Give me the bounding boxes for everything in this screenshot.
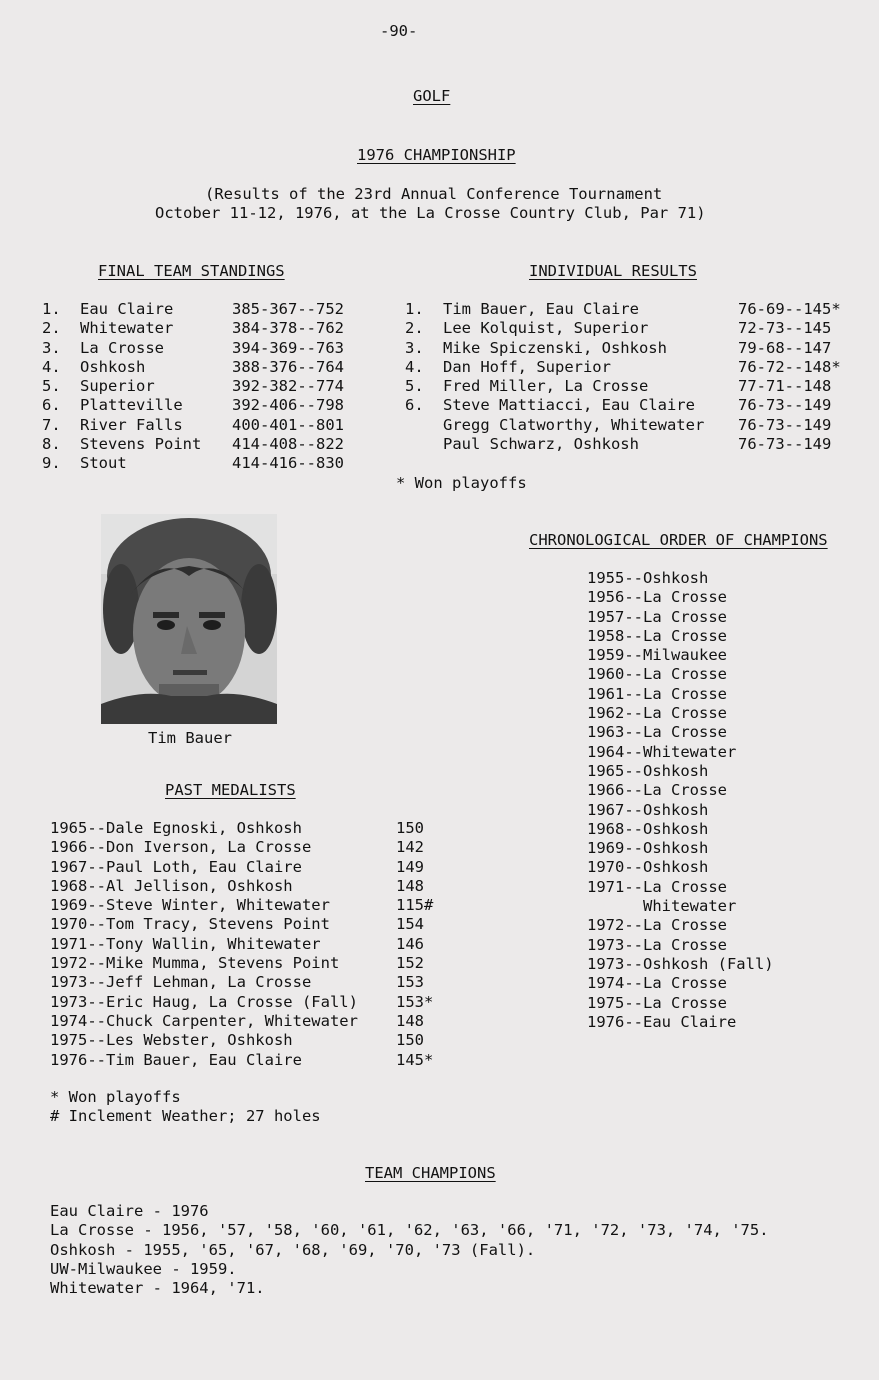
- individual-place: 3.: [405, 338, 424, 357]
- champion-year-row: 1969--Oshkosh: [587, 839, 709, 858]
- portrait-image: [101, 514, 277, 724]
- chronological-heading: CHRONOLOGICAL ORDER OF CHAMPIONS: [529, 531, 828, 549]
- individual-score: 76-73--149: [738, 396, 832, 415]
- standings-place: 3.: [42, 338, 61, 357]
- medalist-score: 150: [396, 1031, 424, 1050]
- standings-place: 6.: [42, 396, 61, 415]
- medalist-entry: 1972--Mike Mumma, Stevens Point: [50, 954, 340, 973]
- individual-place: 1.: [405, 300, 424, 318]
- medalist-entry: 1975--Les Webster, Oshkosh: [50, 1031, 293, 1050]
- standings-score: 388-376--764: [232, 357, 344, 376]
- individual-score: 76-73--149: [738, 415, 832, 434]
- champion-year-row: 1968--Oshkosh: [587, 819, 709, 838]
- individual-score: 77-71--148: [738, 377, 832, 396]
- photo-caption: Tim Bauer: [148, 729, 232, 747]
- championship-heading: 1976 CHAMPIONSHIP: [357, 146, 516, 164]
- standings-team: La Crosse: [80, 338, 164, 357]
- medalist-score: 152: [396, 954, 424, 973]
- champion-year-row: 1966--La Crosse: [587, 781, 727, 800]
- standings-score: 400-401--801: [232, 415, 344, 434]
- standings-team: Oshkosh: [80, 357, 146, 376]
- team-standings-heading: FINAL TEAM STANDINGS: [98, 262, 285, 280]
- standings-score: 392-382--774: [232, 377, 344, 396]
- standings-score: 385-367--752: [232, 300, 344, 318]
- player-photo: [101, 514, 277, 724]
- standings-place: 8.: [42, 435, 61, 454]
- champion-year-row: 1957--La Crosse: [587, 607, 727, 626]
- medalist-entry: 1965--Dale Egnoski, Oshkosh: [50, 819, 302, 837]
- champion-year-row: 1965--Oshkosh: [587, 761, 709, 780]
- standings-team: Platteville: [80, 396, 183, 415]
- champion-year-row: 1963--La Crosse: [587, 723, 727, 742]
- champion-year-row: 1959--Milwaukee: [587, 646, 727, 665]
- individual-place: 6.: [405, 396, 424, 415]
- medalist-score: 153*: [396, 992, 434, 1011]
- standings-score: 394-369--763: [232, 338, 344, 357]
- champion-year-row: 1975--La Crosse: [587, 993, 727, 1012]
- standings-score: 384-378--762: [232, 319, 344, 338]
- medalist-score: 149: [396, 857, 424, 876]
- medalist-score: 153: [396, 973, 424, 992]
- individual-results-heading: INDIVIDUAL RESULTS: [529, 262, 697, 280]
- individual-place: 5.: [405, 377, 424, 396]
- individual-score: 76-73--149: [738, 435, 832, 454]
- individual-place: 4.: [405, 357, 424, 376]
- champion-year-row: 1967--Oshkosh: [587, 800, 709, 819]
- champion-year-row: 1964--Whitewater: [587, 742, 737, 761]
- standings-team: Whitewater: [80, 319, 174, 338]
- standings-place: 5.: [42, 377, 61, 396]
- medalist-score: 148: [396, 876, 424, 895]
- individual-player: Steve Mattiacci, Eau Claire: [443, 396, 695, 415]
- medalist-score: 146: [396, 934, 424, 953]
- champion-year-row: 1972--La Crosse: [587, 916, 727, 935]
- standings-score: 392-406--798: [232, 396, 344, 415]
- medalist-entry: 1970--Tom Tracy, Stevens Point: [50, 915, 330, 934]
- medalist-entry: 1973--Jeff Lehman, La Crosse: [50, 973, 312, 992]
- results-line-1: (Results of the 23rd Annual Conference Tournament: [205, 185, 663, 203]
- page-number: -90-: [380, 22, 418, 40]
- standings-place: 7.: [42, 415, 61, 434]
- individual-player: Gregg Clatworthy, Whitewater: [443, 415, 705, 434]
- individual-score: 79-68--147: [738, 338, 832, 357]
- standings-team: Eau Claire: [80, 300, 174, 318]
- medalists-note-1: * Won playoffs: [50, 1088, 181, 1106]
- individual-score: 76-72--148*: [738, 357, 841, 376]
- team-champion-row: La Crosse - 1956, '57, '58, '60, '61, '62, '63, '66, '71, '72, '73, '74, '75.: [50, 1221, 769, 1240]
- champion-year-row: 1962--La Crosse: [587, 704, 727, 723]
- individual-player: Lee Kolquist, Superior: [443, 319, 649, 338]
- medalist-entry: 1976--Tim Bauer, Eau Claire: [50, 1050, 302, 1069]
- team-champion-row: Oshkosh - 1955, '65, '67, '68, '69, '70, '73 (Fall).: [50, 1240, 536, 1259]
- standings-place: 9.: [42, 454, 61, 473]
- champion-year-row: 1961--La Crosse: [587, 684, 727, 703]
- standings-team: Superior: [80, 377, 155, 396]
- medalist-score: 154: [396, 915, 424, 934]
- standings-team: River Falls: [80, 415, 183, 434]
- medalist-score: 145*: [396, 1050, 434, 1069]
- standings-team: Stout: [80, 454, 127, 473]
- champion-year-row: 1958--La Crosse: [587, 626, 727, 645]
- champion-year-row: 1974--La Crosse: [587, 974, 727, 993]
- past-medalists-heading: PAST MEDALISTS: [165, 781, 296, 799]
- standings-place: 1.: [42, 300, 61, 318]
- medalist-score: 115#: [396, 896, 434, 915]
- individual-score: 72-73--145: [738, 319, 832, 338]
- individual-place: 2.: [405, 319, 424, 338]
- champion-year-row: 1956--La Crosse: [587, 588, 727, 607]
- page-title: GOLF: [413, 87, 451, 105]
- standings-place: 2.: [42, 319, 61, 338]
- individual-player: Dan Hoff, Superior: [443, 357, 611, 376]
- team-champion-row: Eau Claire - 1976: [50, 1202, 209, 1220]
- individual-results-note: * Won playoffs: [396, 474, 527, 492]
- standings-score: 414-408--822: [232, 435, 344, 454]
- medalist-score: 142: [396, 838, 424, 857]
- individual-player: Paul Schwarz, Oshkosh: [443, 435, 639, 454]
- medalist-entry: 1966--Don Iverson, La Crosse: [50, 838, 312, 857]
- team-champions-list: [50, 1202, 769, 1298]
- champion-year-row: 1976--Eau Claire: [587, 1012, 737, 1031]
- results-line-2: October 11-12, 1976, at the La Crosse Country Club, Par 71): [155, 204, 706, 222]
- medalist-entry: 1973--Eric Haug, La Crosse (Fall): [50, 992, 358, 1011]
- medalist-entry: 1974--Chuck Carpenter, Whitewater: [50, 1011, 358, 1030]
- medalist-entry: 1969--Steve Winter, Whitewater: [50, 896, 330, 915]
- chronological-list: [587, 569, 774, 1032]
- team-champion-row: UW-Milwaukee - 1959.: [50, 1259, 237, 1278]
- standings-place: 4.: [42, 357, 61, 376]
- champion-year-row: 1955--Oshkosh: [587, 569, 709, 587]
- individual-player: Mike Spiczenski, Oshkosh: [443, 338, 667, 357]
- champion-year-row: Whitewater: [587, 897, 737, 916]
- medalist-entry: 1971--Tony Wallin, Whitewater: [50, 934, 321, 953]
- medalist-entry: 1968--Al Jellison, Oshkosh: [50, 876, 293, 895]
- team-champion-row: Whitewater - 1964, '71.: [50, 1279, 265, 1298]
- champion-year-row: 1971--La Crosse: [587, 877, 727, 896]
- team-champions-heading: TEAM CHAMPIONS: [365, 1164, 496, 1182]
- champion-year-row: 1970--Oshkosh: [587, 858, 709, 877]
- individual-player: Fred Miller, La Crosse: [443, 377, 649, 396]
- standings-team: Stevens Point: [80, 435, 202, 454]
- medalist-entry: 1967--Paul Loth, Eau Claire: [50, 857, 302, 876]
- individual-player: Tim Bauer, Eau Claire: [443, 300, 639, 318]
- standings-score: 414-416--830: [232, 454, 344, 473]
- champion-year-row: 1973--La Crosse: [587, 935, 727, 954]
- medalist-score: 148: [396, 1011, 424, 1030]
- champion-year-row: 1973--Oshkosh (Fall): [587, 954, 774, 973]
- medalists-note-2: # Inclement Weather; 27 holes: [50, 1107, 321, 1125]
- champion-year-row: 1960--La Crosse: [587, 665, 727, 684]
- individual-score: 76-69--145*: [738, 300, 841, 318]
- medalist-score: 150: [396, 819, 424, 837]
